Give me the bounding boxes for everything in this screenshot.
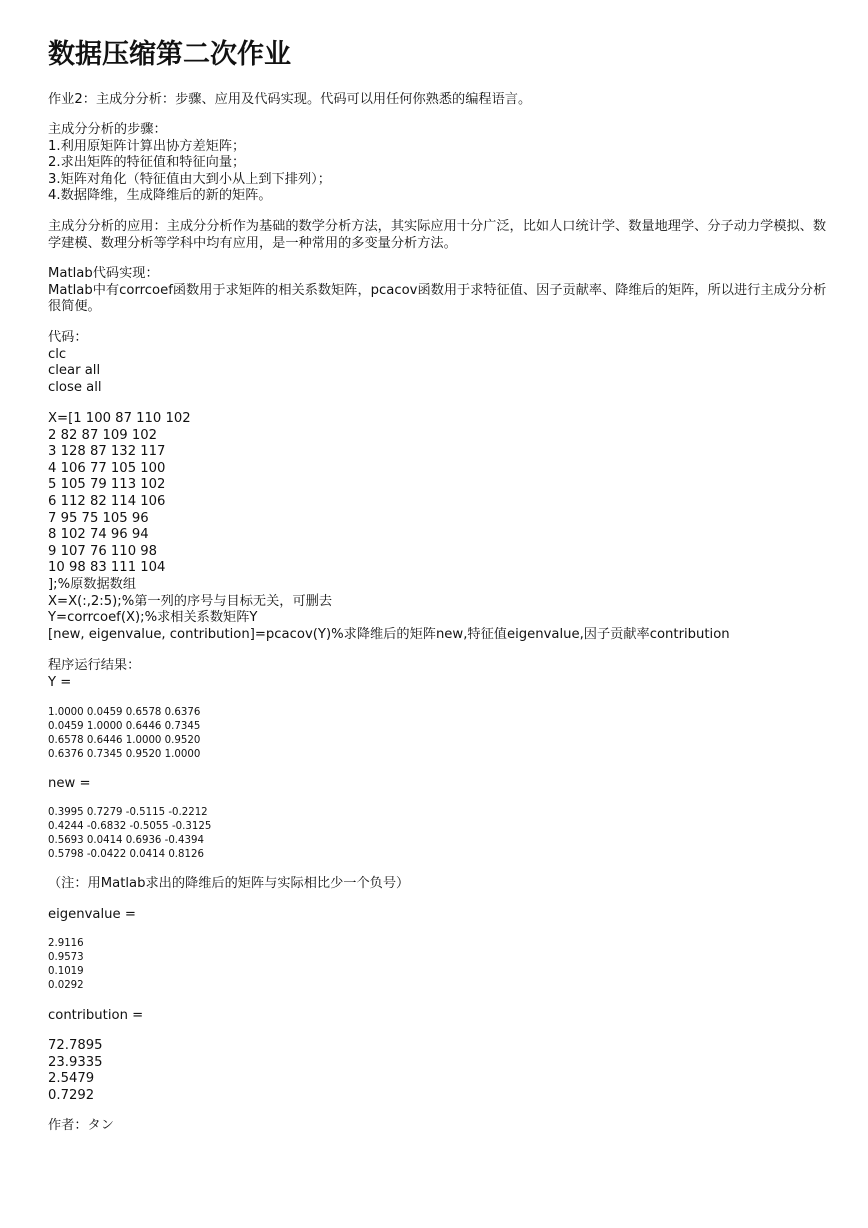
code-line: Y=corrcoef(X);%求相关系数矩阵Y: [48, 610, 258, 626]
code-line: 4 106 77 105 100: [48, 460, 166, 476]
code-line: 8 102 74 96 94: [48, 527, 149, 543]
applications-section: [48, 219, 828, 252]
code-line: 7 95 75 105 96: [48, 510, 149, 526]
vector-row: 72.7895: [48, 1038, 103, 1053]
code-line: 9 107 76 110 98: [48, 543, 158, 559]
step-item: 3.矩阵对角化（特征值由大到小从上到下排列）；: [48, 171, 331, 187]
new-matrix: [48, 806, 828, 862]
code-line: clear all: [48, 363, 101, 379]
matrix-row: 0.5693 0.0414 0.6936 -0.4394: [48, 835, 204, 846]
code-line: 2 82 87 109 102: [48, 427, 158, 443]
vector-row: 23.9335: [48, 1054, 103, 1070]
vector-row: 0.9573: [48, 952, 84, 963]
code-line: 5 105 79 113 102: [48, 477, 166, 493]
eigenvalue-vector: [48, 937, 828, 993]
matrix-row: 0.5798 -0.0422 0.0414 0.8126: [48, 849, 204, 860]
code-line: X=[1 100 87 110 102: [48, 411, 191, 426]
vector-row: 2.9116: [48, 938, 84, 949]
step-item: 1.利用原矩阵计算出协方差矩阵；: [48, 138, 246, 154]
code-line: clc: [48, 346, 67, 362]
contribution-label-section: [48, 1008, 828, 1025]
code-line: [new, eigenvalue, contribution]=pcacov(Y)%求降维后的矩阵new,特征值eigenvalue,因子贡献率contribution: [48, 626, 730, 642]
assignment-intro: [48, 92, 828, 109]
new-label-section: [48, 776, 828, 793]
y-label: Y =: [48, 674, 72, 690]
matrix-row: 0.3995 0.7279 -0.5115 -0.2212: [48, 807, 208, 818]
new-label: new =: [48, 776, 91, 791]
page-title: 数据压缩第二次作业: [48, 39, 291, 70]
code-line: ];%原数据数组: [48, 576, 137, 592]
applications-text: 主成分分析的应用：主成分分析作为基础的数学分析方法，其实际应用十分广泛，比如人口统计学、数量地理学、分子动力学模拟、数学建模、数理分析等学科中均有应用，是一种常用的多变量分析方法。: [48, 219, 827, 251]
steps-section: [48, 122, 828, 205]
matlab-heading: Matlab代码实现：: [48, 266, 159, 281]
vector-row: 0.0292: [48, 980, 84, 991]
result-heading: 程序运行结果：: [48, 658, 141, 673]
author-section: [48, 1118, 828, 1135]
eigenvalue-label-section: [48, 907, 828, 924]
code-line: close all: [48, 379, 102, 395]
vector-row: 0.1019: [48, 966, 84, 977]
y-matrix: [48, 706, 828, 762]
steps-heading: 主成分分析的步骤：: [48, 122, 167, 137]
matrix-row: 0.4244 -0.6832 -0.5055 -0.3125: [48, 821, 212, 832]
matrix-row: 0.6376 0.7345 0.9520 1.0000: [48, 749, 201, 760]
code-setup-section: [48, 330, 828, 396]
matrix-row: 0.0459 1.0000 0.6446 0.7345: [48, 721, 201, 732]
result-heading-section: [48, 658, 828, 691]
step-item: 4.数据降维，生成降维后的新的矩阵。: [48, 188, 272, 204]
step-item: 2.求出矩阵的特征值和特征向量；: [48, 155, 246, 171]
intro-text: 作业2：主成分分析：步骤、应用及代码实现。代码可以用任何你熟悉的编程语言。: [48, 92, 532, 107]
matrix-row: 0.6578 0.6446 1.0000 0.9520: [48, 735, 201, 746]
contribution-vector: [48, 1038, 828, 1104]
code-line: 6 112 82 114 106: [48, 493, 166, 509]
contribution-label: contribution =: [48, 1008, 144, 1023]
code-line: 10 98 83 111 104: [48, 560, 166, 576]
vector-row: 2.5479: [48, 1071, 95, 1087]
matrix-row: 1.0000 0.0459 0.6578 0.6376: [48, 707, 201, 718]
matlab-text: Matlab中有corrcoef函数用于求矩阵的相关系数矩阵，pcacov函数用于求特征值、因子贡献率、降维后的矩阵，所以进行主成分分析很简便。: [48, 282, 827, 315]
vector-row: 0.7292: [48, 1087, 95, 1103]
eigenvalue-label: eigenvalue =: [48, 907, 136, 922]
code-body-section: [48, 411, 828, 643]
note-section: [48, 876, 828, 893]
author-text: 作者：タン: [48, 1118, 114, 1133]
code-line: X=X(:,2:5);%第一列的序号与目标无关，可删去: [48, 593, 333, 609]
code-line: 3 128 87 132 117: [48, 444, 166, 460]
code-heading: 代码：: [48, 330, 88, 345]
sign-note: （注：用Matlab求出的降维后的矩阵与实际相比少一个负号）: [48, 876, 410, 891]
matlab-section: [48, 266, 828, 316]
